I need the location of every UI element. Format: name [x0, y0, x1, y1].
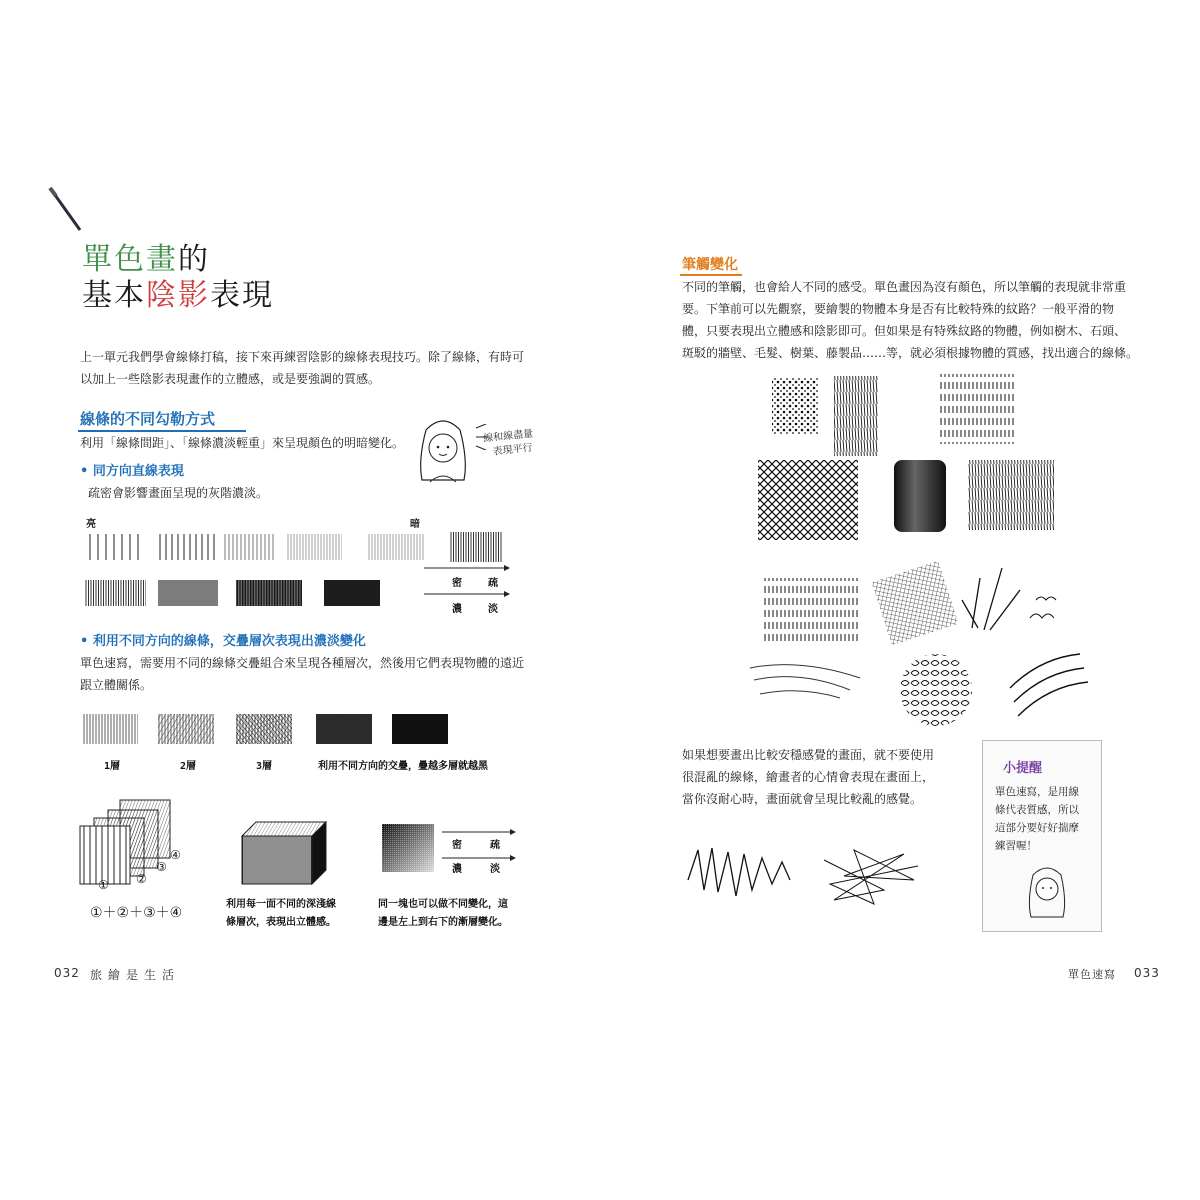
intro-paragraph: 上一單元我們學會線條打稿，接下來再練習陰影的線條表現技巧。除了線條，有時可 以加上一些陰影表現畫作的立體感，或是要強調的質感。	[80, 350, 525, 386]
layer-2-swatch	[158, 714, 214, 744]
swatch-3	[224, 534, 274, 560]
swatch-4	[286, 534, 342, 560]
circled-3: ③	[156, 860, 167, 874]
legend2-dense: 密	[452, 840, 462, 851]
shaded-box-illustration	[236, 812, 336, 892]
swatch-10	[324, 580, 380, 606]
texture-crossed	[758, 460, 858, 540]
strokes-paragraph: 不同的筆觸，也會給人不同的感受。單色畫因為沒有顏色，所以筆觸的表現就非常重 要。下筆前可以先觀察，要繪製的物體本身是否有比較特殊的紋路？一般平滑的物 體，只要表現出立體感和陰影即可。但如果是有特殊紋路的物體，例如樹木、石頭、 斑駁的牆壁、毛髮、樹葉、藤製品……等，就必須根據物體的質感，找出適合的線條。	[682, 280, 1139, 360]
texture-scribble-bush	[900, 654, 972, 726]
stroke-texture-samples	[740, 368, 1100, 728]
texture-rows	[762, 578, 858, 644]
layer-1-swatch	[82, 714, 138, 744]
swatch-5	[368, 534, 424, 560]
layer-formula: ①＋②＋③＋④	[90, 905, 183, 921]
page-title-line2: 基本陰影表現	[82, 278, 274, 313]
chaotic-strokes-samples	[684, 840, 934, 910]
sub1-text: 疏密會影響畫面呈現的灰階濃淡。	[88, 486, 269, 500]
legend-dense: 密	[452, 578, 462, 589]
swatch-9	[236, 580, 302, 606]
texture-tangle	[824, 850, 918, 904]
circled-4: ④	[170, 848, 181, 862]
tip-title: 小提醒	[1003, 761, 1043, 776]
texture-grid	[872, 561, 959, 645]
layer-many-swatch	[316, 714, 372, 744]
texture-zigzag	[688, 848, 790, 896]
label-light: 亮	[86, 519, 96, 530]
texture-dots	[772, 378, 818, 434]
pen-icon	[46, 186, 86, 236]
legend-deep: 濃	[452, 604, 462, 615]
caption-layer-many: 利用不同方向的交疊，疊越多層就越黑	[318, 761, 488, 772]
texture-curls	[1030, 597, 1056, 618]
box-caption: 利用每一面不同的深淺線 條層次，表現出立體感。	[226, 899, 336, 928]
caption-layer-3: 3層	[256, 761, 273, 772]
texture-fur	[968, 460, 1054, 530]
texture-cylinder	[894, 460, 946, 532]
circled-1: ①	[98, 878, 109, 892]
label-dark: 暗	[410, 519, 420, 530]
page-number-left: 032	[54, 966, 80, 980]
legend-sparse: 疏	[488, 578, 498, 589]
tip-girl-illustration	[1017, 861, 1077, 923]
tip-box	[982, 740, 1102, 932]
section1-text: 利用「線條間距」、「線條濃淡輕重」來呈現顏色的明暗變化。	[80, 436, 405, 450]
page-title: 單色畫的	[82, 242, 210, 277]
girl-illustration	[406, 410, 480, 490]
page-number-right: 033	[1134, 966, 1160, 980]
caption-layer-2: 2層	[180, 761, 197, 772]
swatch-7	[84, 580, 146, 606]
sub2-text: 單色速寫，需要用不同的線條交疊組合來呈現各種層次，然後用它們表現物體的遠近 跟立體關係。	[80, 656, 525, 692]
legend2-deep: 濃	[452, 864, 462, 875]
sub-heading-same-direction: • 同方向直線表現	[80, 464, 184, 479]
swatch-2	[158, 534, 218, 560]
section-heading-strokes: 筆觸變化	[682, 257, 738, 273]
texture-grass	[962, 568, 1020, 630]
swatch-6	[450, 532, 502, 562]
legend-pale: 淡	[488, 604, 498, 615]
section-heading-line-methods: 線條的不同勾勒方式	[80, 410, 216, 428]
calm-paragraph: 如果想要畫出比較安穩感覺的畫面，就不要使用 很混亂的線條，繪畫者的心情會表現在畫面上， 當你沒耐心時，畫面就會呈現比較亂的感覺。	[682, 748, 935, 806]
texture-vertical-strokes	[834, 376, 878, 456]
layer-3-swatch	[236, 714, 292, 744]
legend2-sparse: 疏	[490, 840, 500, 851]
hatching-swatches-row	[80, 530, 540, 620]
circled-2: ②	[136, 872, 147, 886]
texture-dashes	[940, 374, 1014, 444]
layer-max-swatch	[392, 714, 448, 744]
gradient-caption: 同一塊也可以做不同變化，這 邊是左上到右下的漸層變化。	[378, 899, 508, 928]
running-title-right: 單色速寫	[1068, 968, 1116, 981]
texture-waves	[1010, 654, 1088, 716]
layer-swatches	[80, 710, 460, 750]
running-title-left: 旅繪是生活	[90, 968, 181, 982]
handwritten-note: 線和線盡量 表現平行	[482, 428, 534, 458]
sub-heading-cross-hatching: • 利用不同方向的線條，交疊層次表現出濃淡變化	[80, 634, 366, 649]
tip-text: 單色速寫，是用線 條代表質感，所以 這部分要好好揣摩 練習喔！	[995, 786, 1079, 852]
swatch-1	[84, 534, 142, 560]
legend2-pale: 淡	[490, 864, 500, 875]
swatch-8	[158, 580, 218, 606]
texture-long-lines	[750, 665, 860, 698]
caption-layer-1: 1層	[104, 761, 121, 772]
